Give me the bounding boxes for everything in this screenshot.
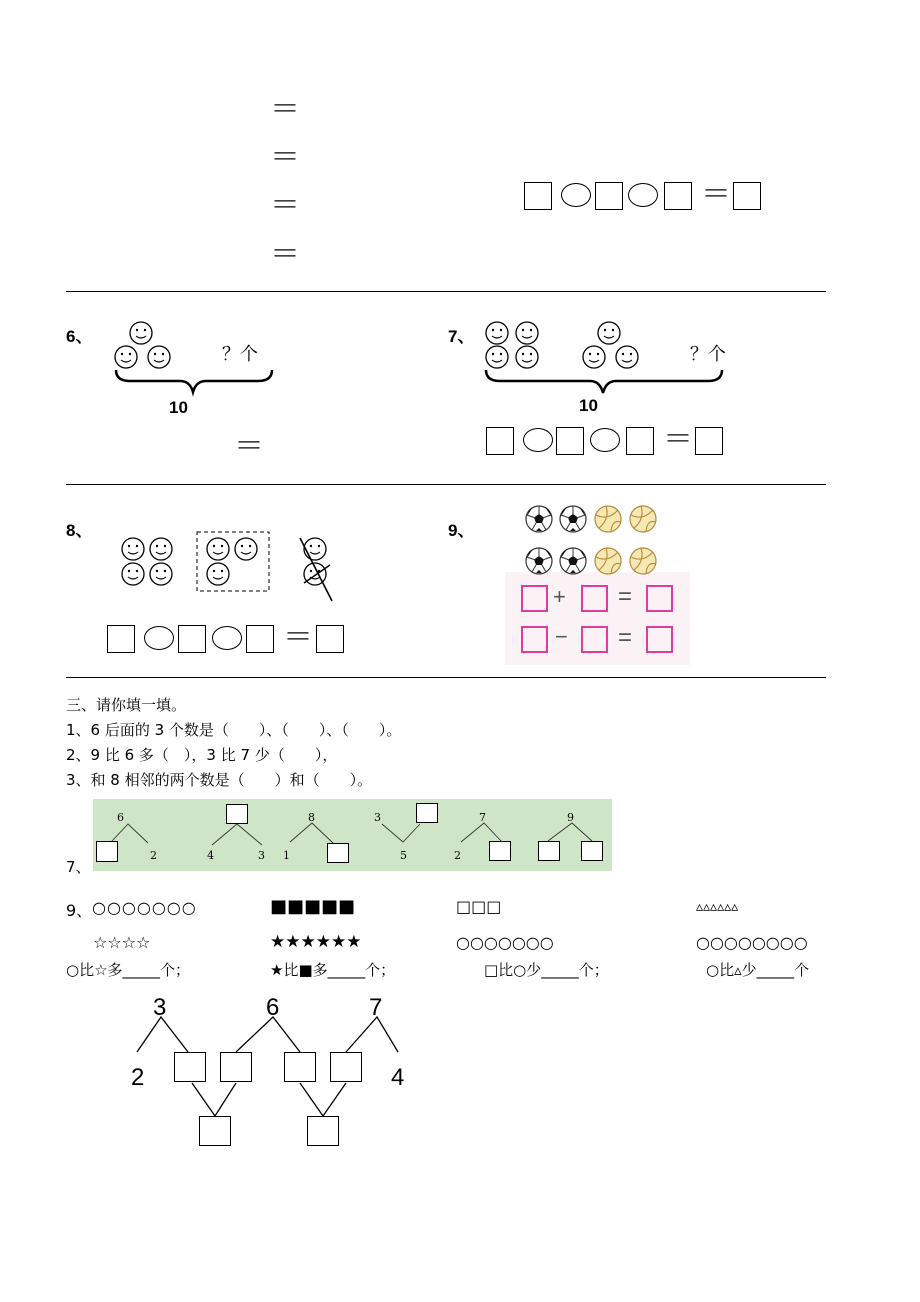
equals-sign: ＝ [234, 430, 264, 463]
answer-box[interactable] [307, 1116, 339, 1146]
eq-sign-1: ＝ [270, 93, 300, 126]
answer-box[interactable] [226, 804, 248, 824]
answer-box[interactable] [96, 841, 118, 862]
section-title: 三、请你填一填。 [66, 696, 187, 714]
answer-box[interactable] [330, 1052, 362, 1082]
operator-oval[interactable] [144, 626, 174, 650]
eq-sign-4: ＝ [270, 238, 300, 271]
divider [66, 484, 826, 485]
operator-oval[interactable] [590, 428, 620, 452]
bond-right: 2 [150, 849, 157, 862]
bond-top: 8 [308, 811, 315, 824]
compare-question: □比○少_____个； [484, 961, 609, 979]
answer-box[interactable] [626, 427, 654, 455]
answer-box[interactable] [199, 1116, 231, 1146]
answer-box[interactable] [556, 427, 584, 455]
answer-box[interactable] [538, 841, 560, 861]
question-mark-label: ？个 [222, 344, 258, 365]
question-number: 8、 [66, 521, 93, 540]
circles-row: ○○○○○○○ [92, 898, 197, 917]
tree-number: 6 [266, 994, 280, 1021]
operator-oval[interactable] [523, 428, 553, 452]
fill-item-3: 3、和 8 相邻的两个数是（ ）和（ ）。 [66, 771, 373, 789]
black-squares-row: ■■■■■ [270, 896, 356, 917]
answer-box[interactable] [581, 626, 608, 653]
bond-left: 1 [283, 849, 290, 862]
answer-box[interactable] [595, 182, 623, 210]
eq-sign-2: ＝ [270, 141, 300, 174]
bond-top: 7 [479, 811, 486, 824]
operator-oval[interactable] [212, 626, 242, 650]
plus-sign: + [553, 584, 566, 609]
bond-top: 6 [117, 811, 124, 824]
question-number: 9、 [448, 521, 475, 540]
answer-box[interactable] [174, 1052, 206, 1082]
bond-left: 2 [454, 849, 461, 862]
equals-sign: = [618, 583, 633, 610]
tree-number: 2 [131, 1064, 145, 1091]
total-label: 10 [579, 396, 598, 415]
tree-number: 3 [153, 994, 167, 1021]
equals-sign: ＝ [283, 621, 313, 654]
answer-box[interactable] [220, 1052, 252, 1082]
answer-box[interactable] [524, 182, 552, 210]
answer-box[interactable] [581, 585, 608, 612]
circles-row: ○○○○○○○ [456, 933, 554, 952]
answer-box[interactable] [178, 625, 206, 653]
bond-bottom: 5 [400, 849, 407, 862]
answer-box[interactable] [581, 841, 603, 861]
answer-box[interactable] [489, 841, 511, 861]
answer-box[interactable] [733, 182, 761, 210]
answer-box[interactable] [416, 803, 438, 823]
question-number: 9、 [66, 901, 93, 920]
answer-box[interactable] [646, 585, 673, 612]
answer-box[interactable] [246, 625, 274, 653]
bond-top: 9 [567, 811, 574, 824]
fill-item-1: 1、6 后面的 3 个数是（ ）、（ ）、（ ）。 [66, 721, 402, 739]
stars-row: ☆☆☆☆ [93, 933, 151, 952]
answer-box[interactable] [327, 843, 349, 863]
compare-question: ★比■多_____个； [270, 961, 396, 979]
tree-number: 7 [369, 994, 383, 1021]
answer-box[interactable] [646, 626, 673, 653]
answer-box[interactable] [664, 182, 692, 210]
answer-box[interactable] [107, 625, 135, 653]
minus-sign: − [555, 624, 568, 649]
bond-top: 3 [374, 811, 381, 824]
operator-oval[interactable] [561, 183, 591, 207]
squares-row: □□□ [456, 897, 502, 916]
equals-sign: ＝ [663, 423, 693, 456]
answer-box[interactable] [521, 626, 548, 653]
answer-box[interactable] [521, 585, 548, 612]
tree-number: 4 [391, 1064, 405, 1091]
question-mark-label: ？个 [690, 344, 726, 365]
number-bond-strip [93, 799, 612, 871]
divider [66, 291, 826, 292]
answer-box[interactable] [316, 625, 344, 653]
compare-question: ○比▵少_____个 [706, 961, 810, 979]
equals-sign: ＝ [701, 178, 731, 211]
answer-box[interactable] [486, 427, 514, 455]
triangles-row: ▵▵▵▵▵▵ [696, 899, 739, 915]
total-label: 10 [169, 398, 188, 417]
bond-left: 4 [207, 849, 214, 862]
question-number: 7、 [66, 858, 91, 876]
operator-oval[interactable] [628, 183, 658, 207]
equals-sign: = [618, 624, 633, 651]
divider [66, 677, 826, 678]
answer-box[interactable] [695, 427, 723, 455]
question-number: 6、 [66, 327, 93, 346]
compare-question: ○比☆多_____个； [66, 961, 191, 979]
eq-sign-3: ＝ [270, 189, 300, 222]
fill-item-2: 2、9 比 6 多（ ），3 比 7 少（ ）， [66, 746, 338, 764]
bond-right: 3 [258, 849, 265, 862]
answer-box[interactable] [284, 1052, 316, 1082]
circles-row: ○○○○○○○○ [696, 933, 808, 952]
question-number: 7、 [448, 327, 475, 346]
black-stars-row: ★★★★★★ [270, 932, 362, 952]
